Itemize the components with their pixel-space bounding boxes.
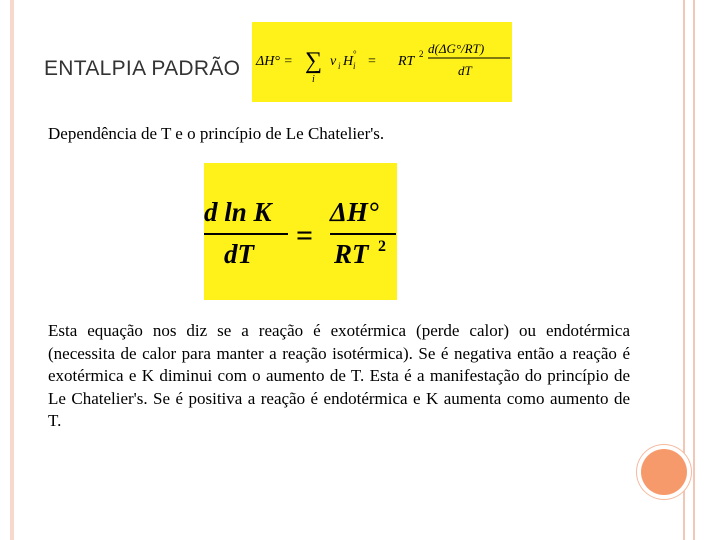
delta-h-term: ΔH° = — [256, 54, 293, 69]
slide-subtitle: Dependência de T e o princípio de Le Chatelier's. — [48, 124, 385, 143]
nu-symbol: ν — [330, 54, 337, 69]
h-subscript: i — [353, 61, 356, 71]
frame-right-border-inner — [693, 0, 695, 540]
slide-title: ENTALPIA PADRÃO — [44, 57, 241, 80]
equals-sign: = — [296, 219, 314, 252]
fraction-denominator: dT — [458, 63, 472, 78]
h-superscript: ° — [353, 49, 357, 59]
lhs-numerator: d ln K — [204, 197, 272, 227]
rt-term: RT — [398, 54, 415, 69]
rhs-numerator: ΔH° — [330, 197, 379, 227]
sum-index: i — [312, 74, 315, 85]
explanation-paragraph: Esta equação nos diz se a reação é exotérmica (perde calor) ou endotérmica (necessita de calor para manter a reação isotérmica). Se é negativa então a reação é exotérmica e K diminui com o aumento de T. Esta é a manifestação do princípio de Le Chatelier's. Se é positiva a reação é endotérmica e K aumenta como aumento de T. — [48, 321, 630, 431]
frame-left-border — [10, 0, 14, 540]
enthalpy-formula-image — [252, 22, 512, 102]
lhs-denominator: dT — [224, 239, 254, 269]
h-symbol: H — [343, 54, 354, 69]
decorative-circle — [641, 449, 687, 495]
equals-sign: = — [368, 54, 376, 69]
nu-subscript: i — [338, 61, 341, 71]
rt-superscript: 2 — [419, 49, 424, 59]
rhs-denominator-exponent: 2 — [378, 238, 386, 255]
fraction-numerator: d(ΔG°/RT) — [428, 41, 485, 56]
sum-symbol: ∑ — [305, 48, 323, 74]
rhs-denominator: RT — [334, 239, 369, 269]
vant-hoff-formula-image — [204, 163, 397, 300]
